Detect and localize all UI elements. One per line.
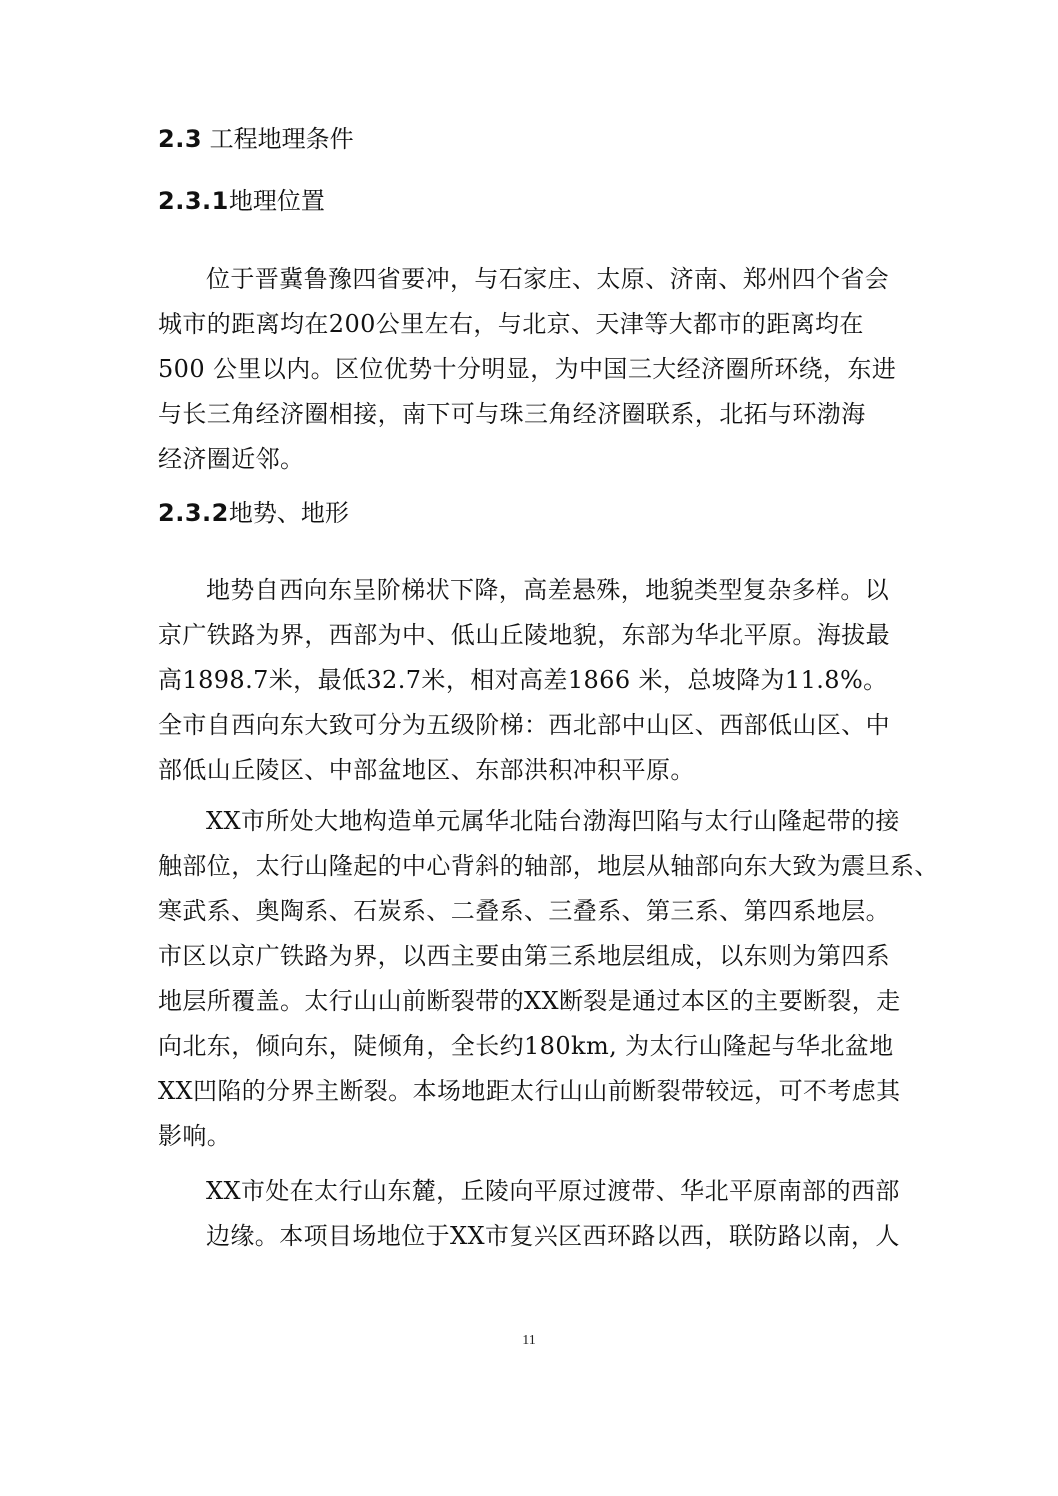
section-heading-number: 2.3 (158, 125, 203, 153)
paragraph-line: 全市自西向东大致可分为五级阶梯：西北部中山区、西部低山区、中 (158, 710, 890, 739)
paragraph-line: 500 公里以内。区位优势十分明显，为中国三大经济圈所环绕，东进 (158, 355, 897, 384)
paragraph-line: 市区以京广铁路为界，以西主要由第三系地层组成，以东则为第四系 (158, 941, 890, 970)
subsection-heading-location-text: 地理位置 (228, 186, 325, 215)
paragraph-line: 经济圈近邻。 (158, 445, 305, 474)
paragraph-line: 京广铁路为界，西部为中、低山丘陵地貌，东部为华北平原。海拔最 (158, 620, 890, 649)
terrain-paragraph-1 (158, 568, 898, 793)
page-content (158, 120, 939, 1259)
section-heading-text: 工程地理条件 (202, 125, 354, 153)
paragraph-line: 地势自西向东呈阶梯状下降，高差悬殊，地貌类型复杂多样。以 (206, 575, 890, 604)
paragraph-line: XX市处在太行山东麓，丘陵向平原过渡带、华北平原南部的西部 (206, 1176, 900, 1205)
paragraph-line: 影响。 (158, 1121, 232, 1150)
subsection-heading-location-number: 2.3.1 (158, 186, 229, 215)
paragraph-line: 地层所覆盖。太行山山前断裂带的XX断裂是通过本区的主要断裂，走 (158, 986, 901, 1015)
paragraph-line: 向北东，倾向东，陡倾角，全长约180km, 为太行山隆起与华北盆地 (158, 1031, 894, 1060)
paragraph-line: 触部位，太行山隆起的中心背斜的轴部，地层从轴部向东大致为震旦系、 (158, 851, 939, 880)
subsection-heading-terrain (158, 500, 898, 528)
paragraph-line: XX凹陷的分界主断裂。本场地距太行山山前断裂带较远，可不考虑其 (158, 1076, 901, 1105)
terrain-paragraph-2 (158, 799, 939, 1159)
location-paragraph (158, 257, 898, 482)
paragraph-line: 城市的距离均在200公里左右，与北京、天津等大都市的距离均在 (158, 310, 864, 339)
subsection-heading-terrain-number: 2.3.2 (158, 499, 229, 528)
paragraph-line: 与长三角经济圈相接，南下可与珠三角经济圈联系，北拓与环渤海 (158, 400, 866, 429)
section-heading (158, 126, 898, 154)
paragraph-line: XX市所处大地构造单元属华北陆台渤海凹陷与太行山隆起带的接 (206, 806, 900, 835)
paragraph-line: 边缘。本项目场地位于XX市复兴区西环路以西，联防路以南，人 (206, 1221, 900, 1250)
subsection-heading-terrain-text: 地势、地形 (228, 499, 349, 528)
paragraph-line: 高1898.7米，最低32.7米，相对高差1866 米，总坡降为11.8%。 (158, 665, 888, 694)
paragraph-line: 部低山丘陵区、中部盆地区、东部洪积冲积平原。 (158, 755, 695, 784)
page-number: 11 (522, 1333, 536, 1348)
subsection-heading-location (158, 188, 898, 216)
terrain-paragraph-3 (158, 1169, 898, 1259)
paragraph-line: 位于晋冀鲁豫四省要冲，与石家庄、太原、济南、郑州四个省会 (206, 265, 890, 294)
paragraph-line: 寒武系、奥陶系、石炭系、二叠系、三叠系、第三系、第四系地层。 (158, 896, 890, 925)
